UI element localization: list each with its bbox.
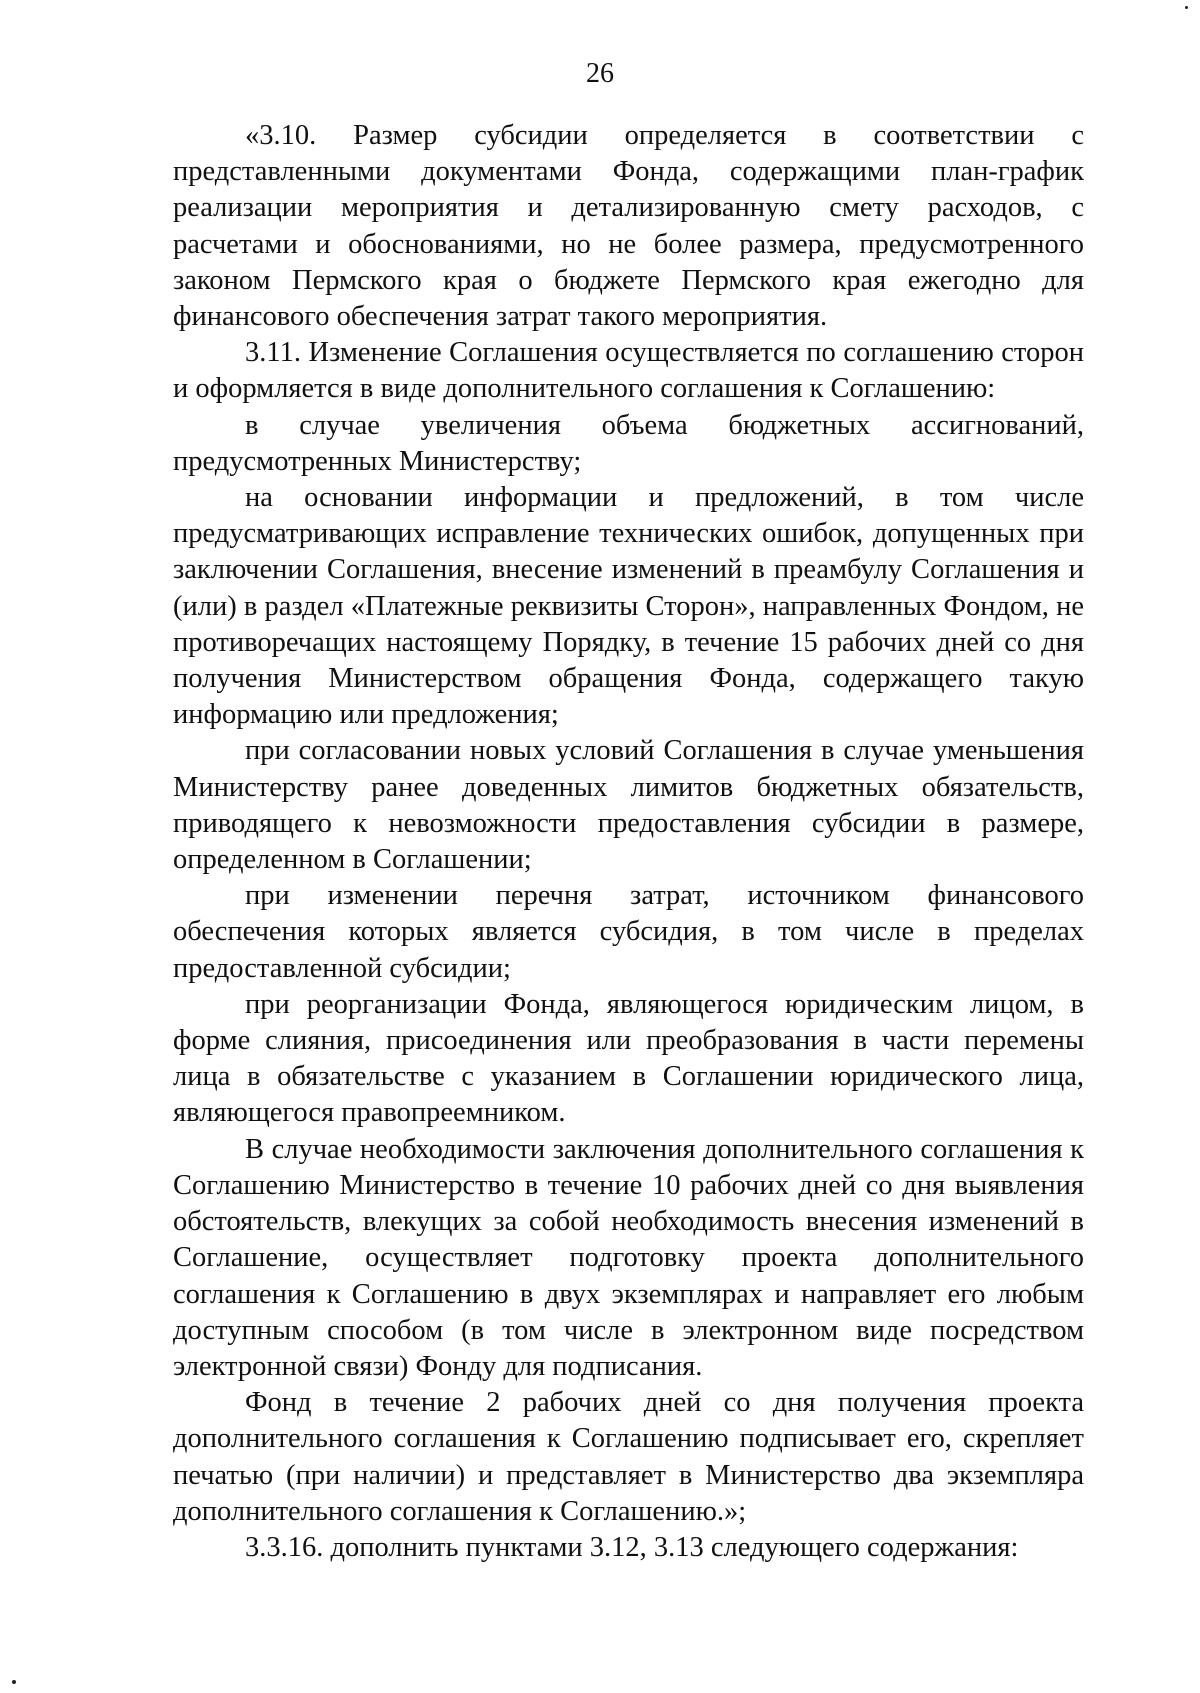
paragraph-fund-signing: Фонд в течение 2 рабочих дней со дня получения проекта дополнительного соглашения к Соглашению подписывает его, скрепляет печатью (при наличии) и представляет в Министерство два экземпляра дополнительного соглашения к Соглашению.»; bbox=[173, 1387, 1084, 1527]
paragraph-fund-proposals: на основании информации и предложений, в том числе предусматривающих исправление технических ошибок, допущенных при заключении Соглашения, внесение изменений в преамбулу Соглашения и (или) в раздел «Платежные реквизиты Сторон», направленных Фондом, не противоречащих настоящему Порядку, в течение 15 рабочих дней со дня получения Министерством обращения Фонда, содержащего такую информацию или предложения; bbox=[173, 482, 1084, 731]
paragraph-3-11: 3.11. Изменение Соглашения осуществляется по соглашению сторон и оформляется в виде дополнительного соглашения к Соглашению: bbox=[173, 337, 1084, 405]
paragraph-budget-increase: в случае увеличения объема бюджетных ассигнований, предусмотренных Министерству; bbox=[173, 409, 1084, 477]
scan-speck bbox=[12, 1680, 16, 1684]
paragraph-new-conditions: при согласовании новых условий Соглашения в случае уменьшения Министерству ранее доведенных лимитов бюджетных обязательств, приводящего к невозможности предоставления субсидии в размере, определенном в Соглашении; bbox=[173, 735, 1084, 876]
paragraph-cost-list-change: при изменении перечня затрат, источником финансового обеспечения которых является субсидия, в том числе в пределах предоставленной субсидии; bbox=[173, 880, 1084, 984]
page-number: 26 bbox=[586, 58, 614, 89]
scan-speck bbox=[1185, 6, 1188, 9]
paragraph-reorganization: при реорганизации Фонда, являющегося юридическим лицом, в форме слияния, присоединения или преобразования в части перемены лица в обязательстве с указанием в Соглашении юридического лица, являющегося правопреемником. bbox=[173, 988, 1084, 1129]
paragraph-3-3-16: 3.3.16. дополнить пунктами 3.12, 3.13 следующего содержания: bbox=[245, 1531, 1019, 1563]
paragraph-3-10: «3.10. Размер субсидии определяется в соответствии с представленными документами Фонда, содержащими план-график реализации мероприятия и детализированную смету расходов, с расчетами и обоснованиями, но не более размера, предусмотренного законом Пермского края о бюджете Пермского края ежегодно для финансового обеспечения затрат такого мероприятия. bbox=[173, 120, 1084, 333]
paragraph-additional-agreement: В случае необходимости заключения дополнительного соглашения к Соглашению Министерство в течение 10 рабочих дней со дня выявления обстоятельств, влекущих за собой необходимость внесения изменений в Соглашение, осуществляет подготовку проекта дополнительного соглашения к Соглашению в двух экземплярах и направляет его любым доступным способом (в том числе в электронном виде посредством электронной связи) Фонду для подписания. bbox=[173, 1133, 1084, 1382]
document-body bbox=[173, 118, 1084, 1566]
